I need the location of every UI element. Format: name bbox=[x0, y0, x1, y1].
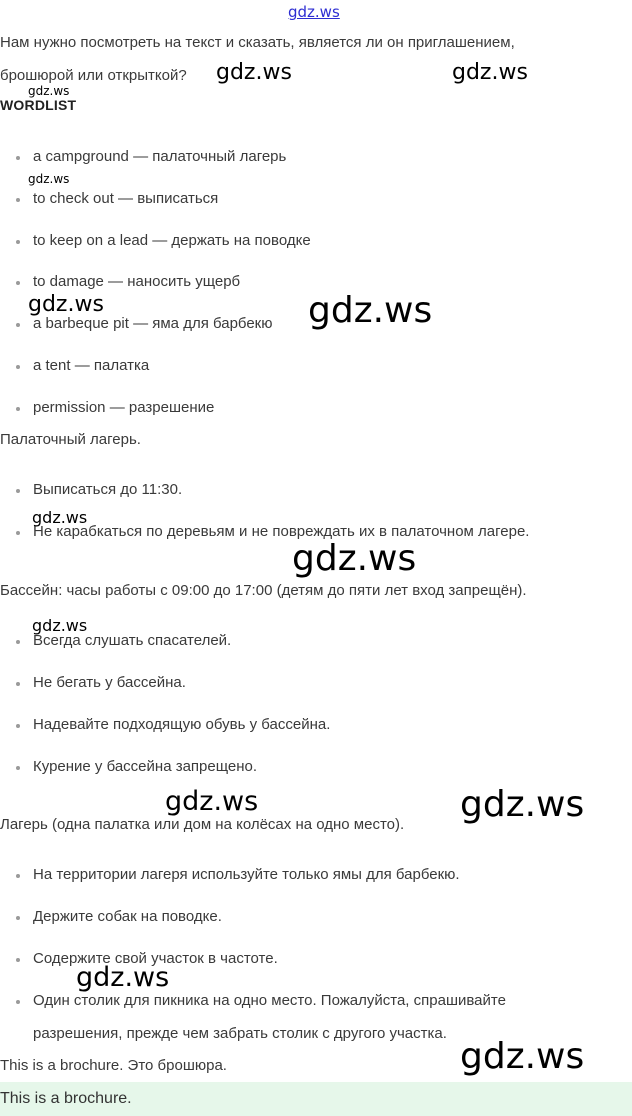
pool-rule bbox=[16, 758, 258, 775]
pool-rule bbox=[16, 674, 186, 691]
camp-rule-text: На территории лагеря используйте только ямы для барбекю. bbox=[33, 866, 460, 883]
wordlist-item bbox=[16, 190, 219, 207]
watermark: gdz.ws bbox=[292, 538, 417, 579]
wordlist-item-text: permission — разрешение bbox=[33, 399, 215, 416]
wordlist-item bbox=[16, 273, 241, 290]
watermark: gdz.ws bbox=[32, 616, 88, 635]
watermark: gdz.ws bbox=[460, 1036, 585, 1077]
wordlist-item bbox=[16, 357, 150, 374]
camp-rule bbox=[16, 992, 506, 1009]
wordlist-item-text: a campground — палаточный лагерь bbox=[33, 148, 287, 165]
intro-line-2: брошюрой или открыткой? bbox=[0, 67, 187, 84]
wordlist-item-text: to damage — наносить ущерб bbox=[33, 273, 241, 290]
conclusion-text: This is a brochure. Это брошюра. bbox=[0, 1057, 227, 1074]
camp-heading: Лагерь (одна палатка или дом на колёсах на одно место). bbox=[0, 816, 405, 833]
wordlist-item-text: to keep on a lead — держать на поводке bbox=[33, 232, 311, 249]
watermark: gdz.ws bbox=[460, 784, 585, 825]
pool-rule-text: Всегда слушать спасателей. bbox=[33, 632, 232, 649]
watermark: gdz.ws bbox=[452, 60, 528, 85]
pool-rule bbox=[16, 716, 331, 733]
camp-rule-text: Содержите свой участок в частоте. bbox=[33, 950, 278, 967]
pool-heading: Бассейн: часы работы с 09:00 до 17:00 (детям до пяти лет вход запрещён). bbox=[0, 582, 527, 599]
answer-box bbox=[0, 1082, 632, 1116]
watermark: gdz.ws bbox=[216, 60, 292, 85]
campground-rule-text: Выписаться до 11:30. bbox=[33, 481, 183, 498]
campground-rule bbox=[16, 523, 530, 540]
campground-rule bbox=[16, 481, 183, 498]
wordlist-title: WORDLIST bbox=[0, 97, 77, 113]
camp-rule-continuation: разрешения, прежде чем забрать столик с другого участка. bbox=[33, 1025, 447, 1042]
wordlist-item bbox=[16, 232, 311, 249]
watermark: gdz.ws bbox=[28, 172, 70, 186]
intro-line-1: Нам нужно посмотреть на текст и сказать, является ли он приглашением, bbox=[0, 34, 515, 51]
watermark: gdz.ws bbox=[165, 786, 259, 817]
camp-rule bbox=[16, 866, 460, 883]
pool-rule-text: Не бегать у бассейна. bbox=[33, 674, 186, 691]
watermark: gdz.ws bbox=[32, 508, 88, 527]
watermark: gdz.ws bbox=[28, 84, 70, 98]
watermark: gdz.ws bbox=[28, 292, 104, 317]
campground-rule-text: Не карабкаться по деревьям и не повреждать их в палаточном лагере. bbox=[33, 523, 530, 540]
camp-rule bbox=[16, 908, 222, 925]
wordlist-item bbox=[16, 148, 287, 165]
watermark: gdz.ws bbox=[308, 290, 433, 331]
camp-rule-text: Один столик для пикника на одно место. Пожалуйста, спрашивайте bbox=[33, 992, 506, 1009]
pool-rule-text: Надевайте подходящую обувь у бассейна. bbox=[33, 716, 331, 733]
watermark: gdz.ws bbox=[76, 962, 170, 993]
wordlist-item-text: to check out — выписаться bbox=[33, 190, 219, 207]
answer-text: This is a brochure. bbox=[0, 1090, 132, 1107]
wordlist-item-text: a tent — палатка bbox=[33, 357, 150, 374]
campground-heading: Палаточный лагерь. bbox=[0, 431, 141, 448]
site-header-link[interactable]: gdz.ws bbox=[288, 3, 340, 21]
wordlist-item bbox=[16, 315, 273, 332]
wordlist-item bbox=[16, 399, 215, 416]
camp-rule-text: Держите собак на поводке. bbox=[33, 908, 222, 925]
wordlist-item-text: a barbeque pit — яма для барбекю bbox=[33, 315, 273, 332]
pool-rule-text: Курение у бассейна запрещено. bbox=[33, 758, 258, 775]
